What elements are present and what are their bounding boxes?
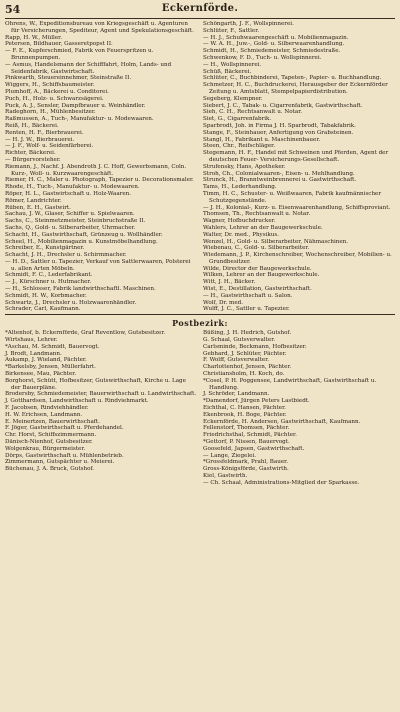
directory-entry: Raßmussen, A., Tuch-, Manufaktur- u. Modewaaren. — [5, 116, 154, 123]
directory-entry: Büßing, J. H. Hedrich, Gutshof. — [203, 330, 292, 337]
directory-entry: Schüß, Bäckerei. — [203, 68, 252, 75]
directory-entry: Stegemann, H. F., Handel mit Schweinen und Pferden, Agent der deutschen Feuer- Versicherungs-Gesellschaft. — [203, 150, 389, 163]
directory-entry: Schöngarth, J. F., Wollspinnerei. — [203, 21, 294, 27]
directory-entry: Ohrens, W., Expeditionsbureau von Kriegsgeschäft u. Agenturen für Versicherungen, Spediteur, Agent und Spekulationsgeschäft. — [5, 21, 194, 34]
directory-entry: Schrader, Carl, Kaufmann. — [5, 306, 81, 313]
directory-entry: Borghorst, Schütt, Hofbesitzer, Gutswirthschaft, Kirche u. Lage der Bauerpläne. — [5, 377, 186, 391]
directory-entry: Puck, A. J., Sensler, Dampfbrauer u. Weinhändler. — [5, 102, 146, 109]
directory-entry: *Cosel, P. H. Poggensee, Landwirthschaft, Gastwirthschaft u. Handlung. — [203, 377, 377, 391]
directory-entry: Wist, E., Destillation, Gastwirthschaft. — [203, 286, 312, 293]
directory-entry: — Bürgervorsteher. — [5, 156, 61, 163]
header-rule — [5, 18, 395, 19]
directory-entry: Brodersby, Schmiedemeister, Bauerwirthschaft u. Landwirthschaft. — [5, 391, 197, 398]
directory-entry: Dänisch-Nienhof, Gutsbesitzer. — [5, 439, 93, 446]
directory-entry: Renten, H. F., Bierbrauerei. — [5, 129, 84, 136]
directory-entry: *Damendorf, Jürgen Peters Lastbiedt. — [203, 398, 310, 405]
directory-entry: F. Wolff, Gutsverwalter. — [203, 357, 270, 364]
directory-entry: Wiggers, H., Schiffsbaumeister. — [5, 82, 95, 89]
directory-entry: J. Schröder, Landmann. — [203, 391, 270, 398]
main-right-column — [203, 21, 395, 313]
directory-entry: Wiedemann, J. P., Kirchenschreiber, Wochenschreiber, Mobilien- u. Grundbesitzer. — [203, 252, 392, 265]
directory-entry: Witt, J. H., Bäcker. — [203, 279, 256, 286]
directory-entry: Wilken, Lehrer an der Baugewerkschule. — [203, 272, 320, 279]
directory-entry: Römer, Landrichter. — [5, 197, 62, 204]
directory-entry: — H. J., Schuhwaarengeschäft u. Mobilienmagazin. — [203, 34, 349, 41]
directory-entry: Steen, Chr., Reifschläger. — [203, 143, 275, 150]
directory-entry: Rapp, H. W., Müller. — [5, 34, 62, 41]
directory-entry: Schacht, H., Gastwirthschaft, Grünzeug u. Wollhändler. — [5, 231, 163, 238]
directory-entry: Siebert, J. C., Tabak- u. Cigarrenfabrik, Gastwirthschaft. — [203, 102, 363, 109]
directory-entry: Carlsminde, Beckmann, Hofbesitzer. — [203, 343, 307, 350]
directory-entry: E. Meinertzen, Bauerwirthschaft. — [5, 418, 100, 425]
directory-entry: Eckernförde, H. Andersen, Gastwirthschaft, Kaufmann. — [203, 418, 361, 425]
place-heading: Eckernförde. — [161, 3, 239, 14]
directory-entry: *Grossfeldmark, Prahl, Bauer. — [203, 459, 288, 466]
directory-entry: Pinkwarth, Steuereinnehmer, Steinstraße II. — [5, 75, 132, 82]
directory-entry: — W. A. H., Juw.-, Gold- u. Silberwaarenhandlung. — [203, 41, 345, 48]
directory-entry: Sparbrodt, Joh. in Firma J. H. Sparbrodt, Tabakfabrik. — [203, 122, 356, 129]
directory-entry: Puch, H., Holz- u. Schwarzsägerei. — [5, 95, 104, 102]
directory-entry: Plumhoff, A., Bäckerei u. Conditorei. — [5, 88, 109, 95]
directory-entry: Thomsen, Th., Rechtsanwalt u. Notar. — [203, 211, 311, 218]
page-number: 54 — [5, 3, 21, 16]
directory-entry: — Ch. Schaal, Administrations-Mitglied der Sparkasse. — [203, 479, 360, 486]
directory-entry: *Altenhof, b. Eckernförde, Graf Reventlow, Gutsbesitzer. — [5, 330, 166, 337]
directory-entry: Aukamp, J. Wieland, Pächter. — [5, 357, 87, 364]
directory-entry: Tams, H., Lederhandlung. — [203, 184, 277, 191]
directory-entry: — H. J. W., Bierbrauerei. — [5, 136, 75, 143]
directory-entry: Riemann, J., Nachf. J. Abendroth J. C. Hoff, Gewerbsmann, Coln. Kurz-, Woll- u. Kurzwaarengeschäft. — [5, 163, 187, 177]
directory-entry: Schwartz, J., Drechsler u. Holzwaarenhändler. — [5, 299, 137, 306]
directory-entry: — H., Gastwirthschaft u. Salon. — [203, 292, 293, 299]
directory-entry: Röper, H. L., Gastwirtschaft u. Holz-Waaren. — [5, 190, 132, 197]
directory-entry: Wilde, Director der Baugewerkschule. — [203, 265, 312, 272]
directory-entry: Sieh, C. H., Rechtsanwalt u. Notar. — [203, 109, 303, 116]
directory-entry: Friedrichsthal, Schmidt, Pächter. — [203, 432, 297, 439]
directory-entry: Rüben, E. H., Gastwirt. — [5, 204, 71, 211]
directory-entry: Eichthal, C. Hansen, Pächter. — [203, 405, 286, 412]
directory-entry: Kiel, Gastwirth. — [203, 473, 248, 479]
directory-entry: Wagner, Hofbuchdrucker. — [203, 218, 276, 225]
directory-entry: Sachs, Q., Gold- u. Silberarbeiter, Uhrmacher. — [5, 224, 136, 231]
directory-entry: — H., Schlosser, Fabrik landwirthschaftl. Maschinen. — [5, 286, 156, 293]
directory-entry: Sachs, C., Steinmetzmeister, Steinbruchstraße II. — [5, 218, 146, 225]
directory-entry: Segeberg, Klempner. — [203, 95, 263, 102]
directory-entry: Schlüter, C., Buchbinderei, Tapeten-, Papier- u. Buchhandlung. — [203, 75, 382, 82]
directory-entry: Schreiber, E., Kunstgärtner. — [5, 245, 85, 252]
directory-entry: Schwenkow, F. D., Tuch- u. Wollspinnerei. — [203, 54, 322, 61]
directory-entry: Schmidt, H. W., Korbmacher. — [5, 292, 87, 299]
directory-entry: Chr. Horst, Schiffszimmermann. — [5, 432, 97, 439]
directory-entry: Dörps, Gastwirthschaft u. Mühlenbetrieb. — [5, 452, 124, 459]
directory-entry: Stange, F., Steinhauer, Anfertigung von Grabsteinen. — [203, 129, 354, 136]
directory-entry: Goosefeld, Japsen, Gastwirthschaft. — [203, 445, 305, 452]
directory-entry: G. Schaal, Gutsverwalter. — [203, 337, 276, 344]
section-title: Postbezirk: — [172, 318, 228, 329]
directory-entry: Petersen, Bildhauer, Gasseretpopst II. — [5, 41, 113, 48]
directory-entry: Riemer, H. C., Maler u. Photograph, Tapezier u. Decorationsmaler. — [5, 177, 194, 184]
directory-entry: — J. H., Kolonial-, Kurz- u. Eisenwaarenhandlung, Schiffsproviant. — [203, 204, 391, 211]
directory-entry: — Lange, Ziegelei. — [203, 452, 257, 459]
directory-entry: — F. E., Kupferschmied, Fabrik von Feuerspritzen u. Brunnenpumpen. — [5, 48, 154, 61]
directory-entry: Walter, Dr. med., Physikus. — [203, 231, 280, 238]
directory-entry: Reiß, H., Bäckerei. — [5, 122, 59, 129]
directory-entry: Strunck, H., Branntweinbrennerei u. Gastwirthschaft. — [203, 177, 357, 184]
directory-entry: Ekenbrook, H. Boge, Pächter. — [203, 411, 287, 418]
directory-entry: *Gettorf, P. Nissen, Bauervogt. — [203, 439, 290, 446]
directory-entry: Wirtshaus, Lehrer. — [5, 337, 58, 344]
page-header — [5, 3, 395, 17]
directory-entry: F. Jöger, Gastwirthschaft u. Pferdehandel. — [5, 425, 124, 432]
directory-entry: H. W. Erichsen, Landmann. — [5, 411, 83, 418]
directory-entry: Sachau, J. W., Glaser, Schiffer u. Spielwaaren. — [5, 211, 135, 218]
directory-entry: Wolgenkrau, Bürgermeister. — [5, 445, 86, 452]
directory-entry: Schacht, J. H., Drechsler u. Schirmmacher. — [5, 252, 127, 259]
directory-entry: — J. F., Wolf- u. Seidenfärberei. — [5, 143, 94, 150]
directory-entry: Schlüter, F., Sattler. — [203, 27, 260, 34]
directory-entry: — J., Kürschner u. Hutmacher. — [5, 279, 92, 286]
directory-entry: Fellenstorf, Thomsen, Pächter. — [203, 425, 290, 432]
directory-entry: Schmidt, F. C., Lederfabrikant. — [5, 272, 93, 279]
directory-entry: Scheel, H., Mobilienmagazin u. Kunstmöbelhandlung. — [5, 238, 158, 245]
directory-entry: Büchenau, J. A. Bruck, Gutshof. — [5, 466, 95, 473]
directory-entry: Gross-Königsförde, Gastwirth. — [203, 466, 289, 473]
directory-entry: Strufensky, Hans, Apotheker. — [203, 163, 286, 170]
directory-entry: — H., Wollspinnerei. — [203, 61, 262, 68]
directory-entry: Wulff, J. C., Sattler u. Tapezier. — [203, 306, 290, 313]
directory-entry: Wahlers, Lehrer an der Baugewerkschule. — [203, 224, 323, 231]
directory-entry: Wolf, Dr. med. — [203, 299, 244, 306]
section-rule — [5, 314, 395, 315]
directory-entry: J. Brodt, Landmann. — [5, 350, 62, 357]
directory-entry: F. Jacobsen, Rindviehhändler. — [5, 405, 89, 412]
directory-entry: Birkensee, Mau, Pächter. — [5, 371, 77, 378]
directory-entry: Siet, G., Cigarrenfabrik. — [203, 116, 272, 123]
post-right-column — [203, 330, 395, 486]
directory-entry: — Asmus, Handelsmann der Schifffahrt, Holm, Lands- und Seidenfabrik, Gastwirtschaft. — [5, 61, 172, 75]
directory-entry: Wiebenau, C., Gold- u. Silberarbeiter. — [203, 245, 310, 252]
main-listing — [5, 21, 395, 313]
directory-entry: Stangl, H., Fabrikant u. Maschinenbauer. — [203, 136, 321, 143]
directory-entry: — H. D., Sattler u. Tapezier, Verkauf von Sattlerwaaren, Polsterei u. allen Arten Möbeln. — [5, 258, 191, 272]
main-left-column — [5, 21, 197, 313]
post-left-column — [5, 330, 197, 486]
directory-entry: Richter, Bäckerei. — [5, 150, 56, 157]
directory-entry: J. Gotthardsen, Landwirthschaft u. Rindviehmarkt. — [5, 398, 149, 405]
directory-entry: Charlottenhof, Jensen, Pächter. — [203, 364, 292, 371]
directory-entry: *Barkelsby, Jensen, Müllerfahrt. — [5, 364, 96, 371]
directory-entry: Stroh, Ch., Colonialwaaren-, Eisen- u. Mehlhandlung. — [203, 170, 355, 177]
post-listing — [5, 330, 395, 486]
directory-entry: Wenzel, H., Gold- u. Silberarbeiter, Nähmaschinen. — [203, 238, 349, 245]
directory-entry: Schmidt, H., Schmiedemeister, Schmiedestraße. — [203, 48, 341, 55]
directory-entry: *Aschau, M. Schmidt, Bauervogt. — [5, 343, 100, 350]
directory-entry: Zimmermann, Gutspächter u. Meierei. — [5, 459, 115, 466]
directory-entry: Timm, H. C., Schuster- u. Weißwaaren, Fabrik kaufmännischer Schutzgegenstände. — [203, 190, 382, 204]
directory-entry: Rhode, H., Tuch-, Manufaktur- u. Modewaaren. — [5, 184, 140, 191]
directory-entry: Schmetzer, H. C., Buchdruckerei, Herausgeber der Eckernförder Zeitung u. Amtsblatt, Stempelpapierdistribution. — [203, 82, 388, 95]
directory-entry: Gebhard, J. Schlüter, Pächter. — [203, 350, 287, 357]
directory-entry: Christiansholm, H. Koch, do. — [203, 371, 285, 378]
directory-entry: Radeghorn, H., Mühlenbesitzer. — [5, 109, 96, 116]
